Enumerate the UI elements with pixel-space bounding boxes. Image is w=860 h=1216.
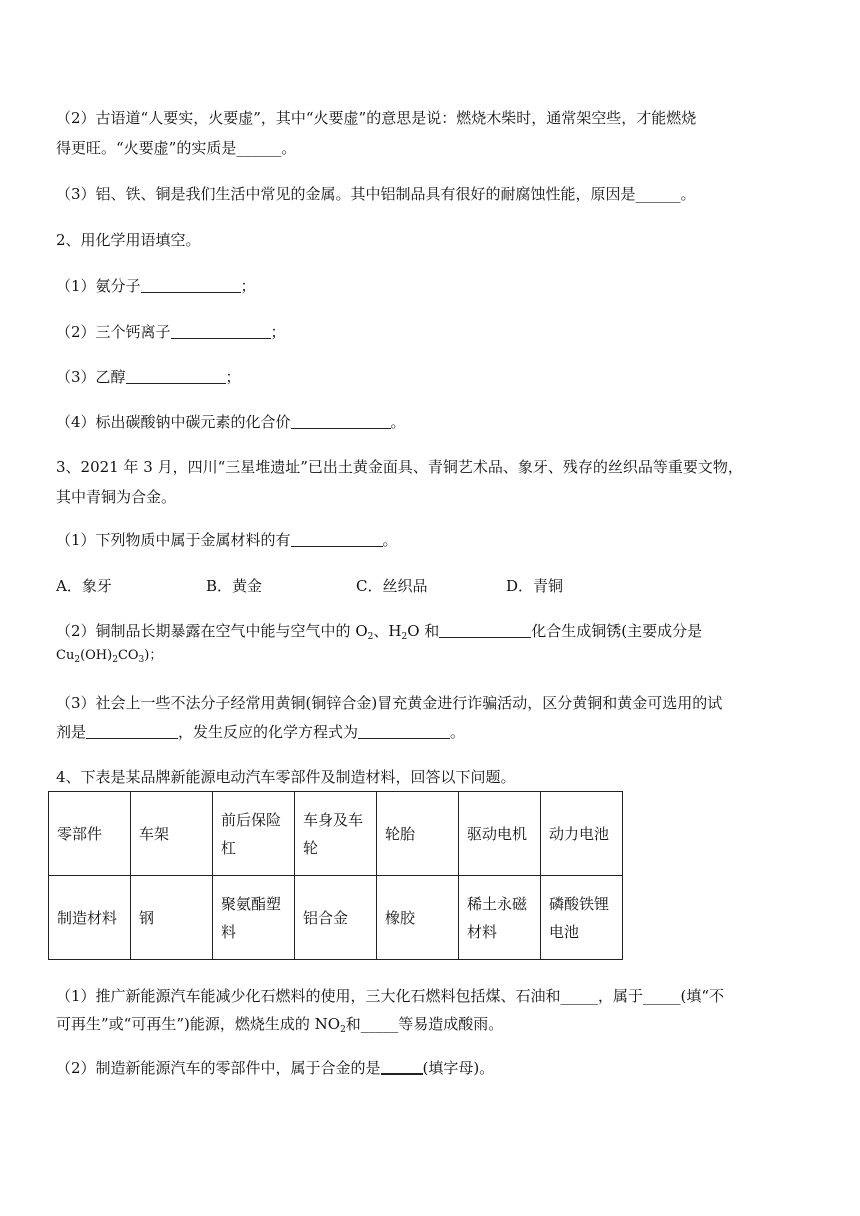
formula-oh: (OH) [80, 648, 113, 663]
q2-part4-text: （4）标出碳酸钠中碳元素的化合价 [56, 413, 291, 431]
option-c[interactable]: C．丝织品 [356, 577, 428, 595]
q3-part2-text-c: O 和 [407, 622, 440, 640]
q4-part2-text-a: （2）制造新能源汽车的零部件中，属于合金的是 [56, 1059, 381, 1077]
q2-title: 2、用化学用语填空。 [56, 231, 201, 249]
answer-blank[interactable] [381, 1059, 423, 1075]
q3-options [56, 576, 816, 596]
q4-part1-text-c: 和_____等易造成酸雨。 [345, 1015, 504, 1033]
table-row [49, 792, 623, 876]
subscript: 2 [401, 632, 408, 642]
q1-part3: （3）铝、铁、铜是我们生活中常见的金属。其中铝制品具有很好的耐腐蚀性能，原因是______。 [56, 185, 696, 203]
table-cell: 车架 [131, 792, 213, 876]
table-cell: 前后保险杠 [213, 792, 295, 876]
parts-table [48, 791, 623, 960]
q3-part3-text-b: ，发生反应的化学方程式为 [178, 723, 359, 741]
q3-title-line1: 3、2021 年 3 月，四川“三星堆遗址”已出土黄金面具、青铜艺术品、象牙、残存的丝织品等重要文物， [56, 458, 743, 476]
subscript: 2 [112, 655, 118, 665]
table-cell: 铝合金 [295, 876, 377, 960]
q2-part3 [56, 367, 816, 387]
table-cell: 聚氨酯塑料 [213, 876, 295, 960]
table-cell: 零部件 [49, 792, 131, 876]
q2-part1-end: ； [240, 277, 256, 295]
q3-part3-line2 [56, 722, 816, 742]
formula-end: )； [144, 648, 163, 663]
q3-part1-end: 。 [382, 531, 398, 549]
option-b[interactable]: B．黄金 [206, 577, 263, 595]
q4-part1-text-b: 可再生”或“可再生”)能源，燃烧生成的 NO [56, 1015, 341, 1033]
q3-part2-text-b: 、H [373, 622, 402, 640]
table-cell: 磷酸铁锂电池 [541, 876, 623, 960]
option-d[interactable]: D．青铜 [506, 577, 564, 595]
option-a[interactable]: A．象牙 [56, 577, 112, 595]
q4-title: 4、下表是某品牌新能源电动汽车零部件及制造材料，回答以下问题。 [56, 768, 516, 786]
q2-part3-text: （3）乙醇 [56, 368, 126, 386]
q2-part4 [56, 412, 816, 432]
q3-part3-text-a: 剂是 [56, 723, 87, 741]
answer-blank[interactable] [439, 623, 531, 638]
q4-part1-line2 [56, 1014, 816, 1040]
subscript: 3 [138, 655, 145, 665]
q3-title-line2: 其中青铜为合金。 [56, 488, 177, 506]
q2-part2-end: ； [270, 323, 286, 341]
table-row [49, 876, 623, 960]
q2-part4-end: 。 [390, 413, 406, 431]
q3-part2-line1 [56, 621, 816, 647]
q2-part1-text: （1）氨分子 [56, 277, 141, 295]
table-cell: 制造材料 [49, 876, 131, 960]
subscript: 2 [74, 655, 81, 665]
subscript: 2 [367, 632, 374, 642]
formula-co: CO [117, 648, 139, 663]
formula-cu: Cu [56, 648, 75, 663]
answer-blank[interactable] [141, 278, 241, 293]
answer-blank[interactable] [291, 532, 383, 547]
q4-part1-line1: （1）推广新能源汽车能减少化石燃料的使用，三大化石燃料包括煤、石油和_____，属于_____(填“不 [56, 987, 725, 1005]
q1-part2-line2: 得更旺。“火要虚”的实质是______。 [56, 139, 297, 157]
q4-part2-text-b: (填字母)。 [422, 1059, 495, 1077]
table-cell: 驱动电机 [459, 792, 541, 876]
q2-part3-end: ； [225, 368, 241, 386]
q2-part2 [56, 322, 816, 342]
q3-part1 [56, 530, 816, 550]
table-cell: 橡胶 [377, 876, 459, 960]
q3-part1-text: （1）下列物质中属于金属材料的有 [56, 531, 291, 549]
q1-part2-line1: （2）古语道“人要实，火要虚”，其中“火要虚”的意思是说：燃烧木柴时，通常架空些，才能燃烧 [56, 109, 697, 127]
table-cell: 车身及车轮 [295, 792, 377, 876]
q3-part3-line1: （3）社会上一些不法分子经常用黄铜(铜锌合金)冒充黄金进行诈骗活动，区分黄铜和黄金可选用的试 [56, 694, 723, 712]
q2-part1 [56, 276, 816, 296]
q2-part2-text: （2）三个钙离子 [56, 323, 171, 341]
q3-part2-text-a: （2）铜制品长期暴露在空气中能与空气中的 O [56, 622, 368, 640]
subscript: 2 [340, 1025, 346, 1035]
answer-blank[interactable] [291, 414, 391, 429]
answer-blank[interactable] [126, 369, 226, 384]
q4-part2 [56, 1058, 816, 1078]
table-cell: 钢 [131, 876, 213, 960]
answer-blank[interactable] [358, 724, 450, 739]
q3-part3-end: 。 [450, 723, 466, 741]
answer-blank[interactable] [171, 324, 271, 339]
q3-part2-text-d: 化合生成铜锈(主要成分是 [531, 622, 703, 640]
q3-part2-line2 [56, 646, 816, 670]
table-cell: 轮胎 [377, 792, 459, 876]
table-cell: 动力电池 [541, 792, 623, 876]
table-cell: 稀土永磁材料 [459, 876, 541, 960]
answer-blank[interactable] [86, 724, 178, 739]
